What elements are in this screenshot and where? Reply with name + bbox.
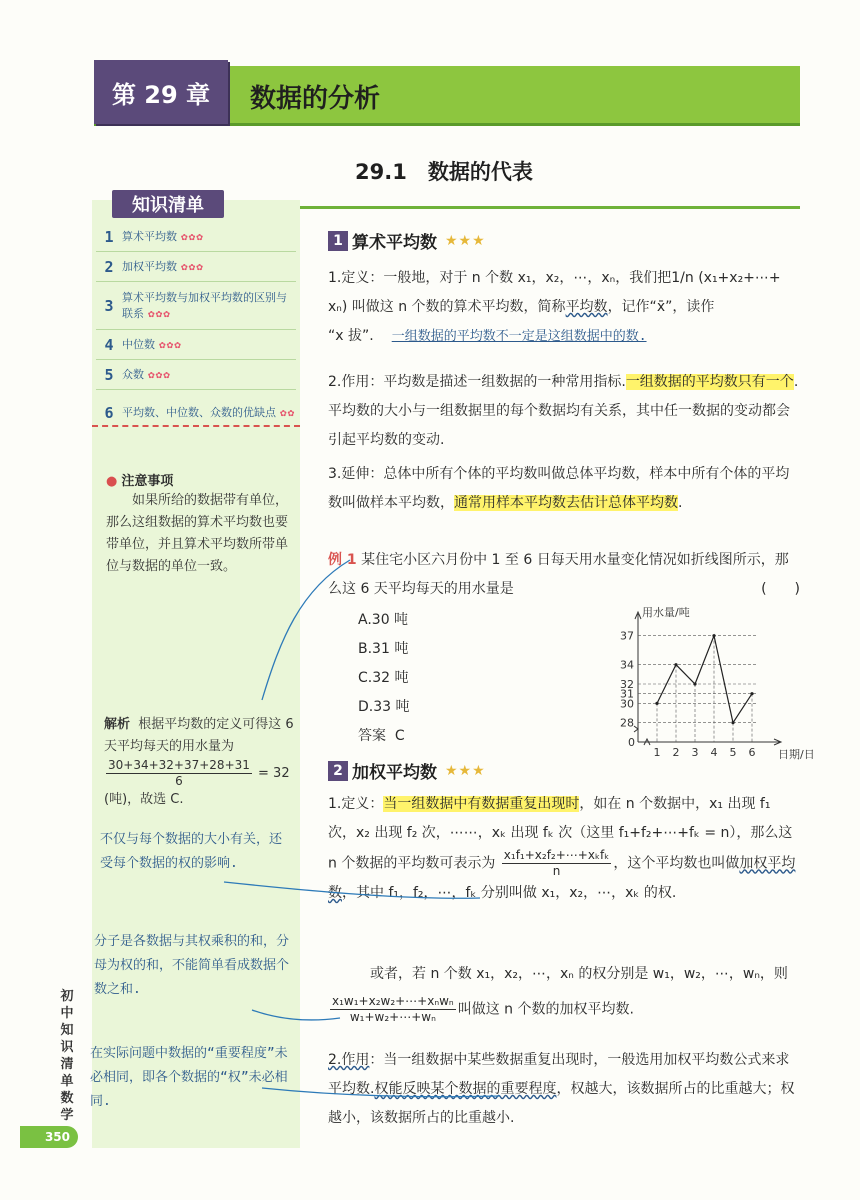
y-tick-label: 31 (620, 687, 634, 701)
divider (300, 206, 800, 209)
list-item (96, 252, 296, 282)
y-tick-label: 37 (620, 629, 634, 643)
fraction: $\frac{\text{x₁w₁+x₂w₂+⋯+xₙwₙ}}{\text{w₁+w₂+⋯+wₙ}}$ (332, 994, 454, 1024)
y-axis-label: 用水量/吨 (642, 606, 690, 619)
definition: 1.定义：一般地，对于 n 个数 x₁，x₂，⋯，xₙ，我们把1/n (x₁+x₂+⋯+ xₙ) 叫做这 n 个数的算术平均数，简称平均数，记作“x̄”，读作 “x 拔”. 一组数据的平均数不一定是这组数据中的数. (328, 270, 781, 344)
analysis (104, 714, 296, 811)
example: 例 1 某住宅小区六月份中 1 至 6 日每天用水量变化情况如折线图所示，那么这 6 天平均每天的用水量是 ( ) (328, 546, 800, 604)
handwritten-note: 一组数据的平均数不一定是这组数据中的数. (391, 329, 647, 344)
definition: 1.定义：当一组数据中有数据重复出现时，如在 n 个数据中，x₁ 出现 f₁ 次，x₂ 出现 f₂ 次，⋯⋯，xₖ 出现 fₖ 次（这里 f₁+f₂+⋯+fₖ = n），那么这 n 个数据的平均数可表示为 $\frac{\text{x₁f₁+x₂f₂+⋯+xₖfₖ}}{n}$ ，这个平均数也叫做加权平均数，其中 f₁，f₂，⋯，fₖ 分别叫做 x₁，x₂，⋯，xₖ 的权. (328, 796, 796, 901)
section-title: 29.1 数据的代表 (355, 160, 533, 184)
list-item (96, 360, 296, 390)
x-tick-label: 3 (691, 746, 699, 759)
star-rating: ✿✿✿ (181, 259, 204, 273)
y-tick-label: 28 (620, 716, 634, 730)
analysis-label: 解析 (104, 717, 131, 732)
vertical-book-label: 初中知识清单 数学 (60, 989, 87, 1123)
analysis-result: = 32 (258, 766, 290, 781)
example-label: 例 1 (328, 552, 357, 568)
option: B.31 吨 (358, 641, 409, 657)
origin-label: 0 (628, 736, 635, 749)
highlight: 通常用样本平均数去估计总体平均数 (454, 495, 678, 511)
list-item (96, 282, 296, 330)
star-rating: ✿✿✿ (148, 306, 171, 320)
star-rating: ✿✿✿ (181, 229, 204, 243)
data-point (750, 692, 753, 695)
y-tick-label: 30 (620, 697, 634, 711)
x-tick-label: 4 (710, 746, 718, 759)
page-number: 350 (20, 1126, 78, 1148)
fraction: $\frac{30+34+32+37+28+31}{6}$ (108, 758, 250, 788)
options (358, 606, 410, 751)
usage: 2.作用：当一组数据中某些数据重复出现时，一般选用加权平均数公式来求平均数.权能反映某个数据的重要程度，权越大，该数据所占的比重越大；权越小，该数据所占的比重越小. (328, 1052, 795, 1126)
item-number: 2 (104, 257, 114, 276)
item-number: 5 (104, 365, 114, 384)
sidebar-title: 知识清单 (112, 190, 224, 218)
item-number: 4 (104, 335, 114, 354)
y-tick-label: 32 (620, 678, 634, 691)
handwritten-note: 在实际问题中数据的“重要程度”未必相同，即各个数据的“权”未必相同. (90, 1046, 288, 1109)
chapter-title: 数据的分析 (250, 84, 381, 114)
section-heading: 1 算术平均数 ★★★ (328, 228, 486, 253)
data-point (731, 721, 734, 724)
data-point (693, 682, 696, 685)
star-rating: ★★★ (445, 762, 486, 779)
option: D.33 吨 (358, 699, 410, 715)
answer: 答案 C (358, 728, 405, 744)
bullet-icon: ● (106, 474, 118, 489)
list-item (96, 330, 296, 360)
option: C.32 吨 (358, 670, 409, 686)
data-point (655, 702, 658, 705)
analysis-text: 根据平均数的定义可得这 6 天平均每天的用水量为 (104, 717, 294, 754)
x-axis-label: 日期/日 (778, 748, 815, 761)
extension: 3.延伸：总体中所有个体的平均数叫做总体平均数，样本中所有个体的平均数叫做样本平均数，通常用样本平均数去估计总体平均数. (328, 466, 790, 511)
section-heading: 2 加权平均数 ★★★ (328, 758, 486, 783)
handwritten-note: 不仅与每个数据的大小有关，还受每个数据的权的影响. (100, 832, 283, 871)
data-point (674, 663, 677, 666)
answer-bracket: ( ) (761, 581, 800, 597)
item-label: 平均数、中位数、众数的优缺点 (122, 406, 276, 419)
fraction: $\frac{\text{x₁f₁+x₂f₂+⋯+xₖfₖ}}{n}$ (503, 848, 610, 878)
highlight: 一组数据的平均数只有一个 (625, 374, 794, 390)
x-tick-label: 6 (748, 746, 756, 759)
usage: 2.作用：平均数是描述一组数据的一种常用指标.一组数据的平均数只有一个.平均数的大小与一组数据里的每个数据均有关系，其中任一数据的变动都会引起平均数的变动. (328, 374, 799, 448)
y-tick-label: 34 (620, 658, 634, 672)
star-rating: ★★★ (445, 232, 486, 249)
item-label: 算术平均数与加权平均数的区别与联系 (122, 290, 287, 320)
x-tick-label: 5 (729, 746, 737, 759)
list-item (96, 390, 296, 436)
analysis-text: (吨)，故选 C. (104, 792, 184, 807)
star-rating: ✿✿✿ (148, 367, 171, 381)
item-label: 算术平均数 (122, 229, 177, 243)
star-rating: ✿✿✿ (159, 337, 182, 351)
item-label: 加权平均数 (122, 259, 177, 273)
highlight: 当一组数据中有数据重复出现时 (383, 796, 580, 812)
handwritten-note: 分子是各数据与其权乘积的和，分母为权的和，不能简单看成数据个数之和. (94, 934, 290, 997)
note-heading: ● 注意事项 (106, 474, 174, 489)
series-line (657, 636, 752, 723)
item-label: 众数 (122, 367, 144, 381)
list-item (96, 222, 296, 252)
data-point (712, 634, 715, 637)
alternate-formula: $\frac{\text{x₁w₁+x₂w₂+⋯+xₙwₙ}}{\text{w₁+w₂+⋯+wₙ}}$ 叫做这 n 个数的加权平均数. (332, 994, 634, 1024)
item-number: 3 (104, 296, 114, 315)
divider (92, 425, 300, 427)
star-rating: ✿✿ (280, 406, 296, 419)
line-chart (604, 606, 815, 764)
note-body: 如果所给的数据带有单位，那么这组数据的算术平均数也要带单位，并且算术平均数所带单位与数据的单位一致。 (106, 493, 289, 574)
item-number: 1 (104, 227, 114, 246)
x-tick-label: 1 (653, 746, 661, 759)
item-number: 6 (104, 404, 114, 422)
y-axis-break (634, 726, 638, 732)
knowledge-list (96, 222, 296, 436)
option: A.30 吨 (358, 612, 409, 628)
x-tick-label: 2 (672, 746, 680, 759)
alternate-definition: 或者，若 n 个数 x₁，x₂，⋯，xₙ 的权分别是 w₁，w₂，⋯，wₙ，则 (370, 966, 788, 982)
chapter-number: 第 29 章 (94, 60, 228, 124)
item-label: 中位数 (122, 337, 155, 351)
